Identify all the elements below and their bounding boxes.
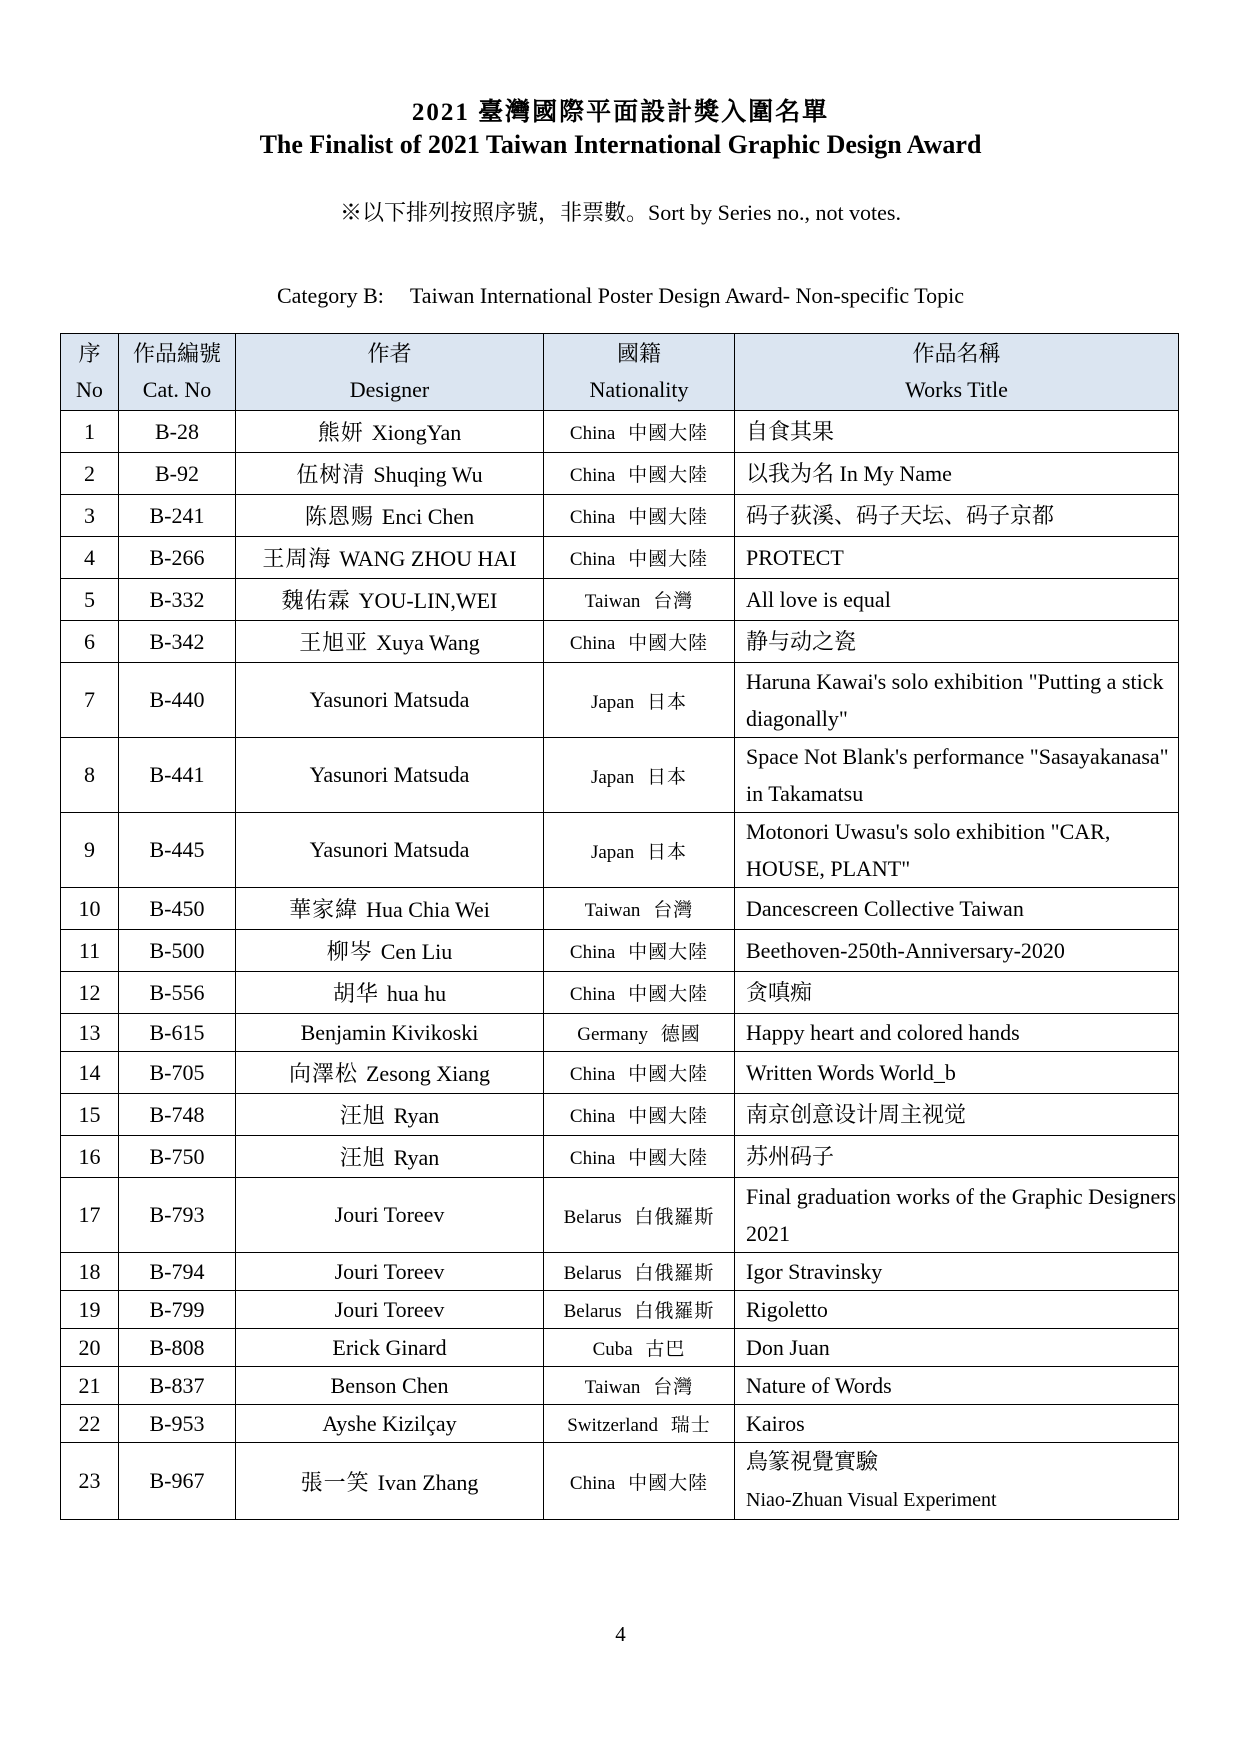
nationality-zh: 中國大陸 (628, 633, 709, 654)
designer-name-en: Ivan Zhang (377, 1469, 479, 1495)
column-header-works-title: 作品名稱 Works Title (735, 334, 1179, 411)
cell-designer (236, 888, 544, 930)
table-row (61, 1291, 1179, 1329)
works-title-text: Haruna Kawai's solo exhibition "Putting a stick diagonally" (746, 669, 1164, 731)
cell-nationality (544, 972, 735, 1014)
cell-designer (236, 621, 544, 663)
cell-designer (236, 1291, 544, 1329)
cell-designer (236, 1052, 544, 1094)
nationality-zh: 古巴 (645, 1339, 686, 1360)
cell-works-title (735, 1291, 1179, 1329)
works-title-text: 静与动之瓷 (746, 629, 857, 654)
cell-nationality (544, 888, 735, 930)
cell-nationality (544, 1014, 735, 1052)
table-row (61, 1329, 1179, 1367)
works-title-text: Nature of Words (746, 1373, 892, 1398)
cell-designer (236, 1094, 544, 1136)
nationality-en: China (569, 423, 616, 444)
nationality-en: Belarus (563, 1301, 622, 1322)
nationality-en: China (569, 1148, 616, 1169)
nationality-en: China (569, 1064, 616, 1085)
cell-works-title (735, 888, 1179, 930)
cell-cat-no: B-342 (119, 621, 236, 663)
cell-nationality (544, 1136, 735, 1178)
cell-nationality (544, 1405, 735, 1443)
cell-cat-no: B-953 (119, 1405, 236, 1443)
table-row (61, 1178, 1179, 1253)
finalist-table (60, 333, 1179, 1520)
designer-name-en: Ayshe Kizilçay (322, 1410, 457, 1436)
nationality-zh: 日本 (647, 766, 688, 788)
works-title-text: Happy heart and colored hands (746, 1020, 1020, 1045)
cell-nationality (544, 495, 735, 537)
cell-works-title (735, 738, 1179, 813)
table-row (61, 1136, 1179, 1178)
cell-works-title (735, 663, 1179, 738)
cell-no: 3 (61, 495, 119, 537)
cell-no: 21 (61, 1367, 119, 1405)
table-row (61, 930, 1179, 972)
nationality-en: China (569, 1106, 616, 1127)
cell-cat-no: B-793 (119, 1178, 236, 1253)
column-header-no: 序 No (61, 334, 119, 411)
designer-name-en: Shuqing Wu (373, 462, 483, 487)
table-row (61, 738, 1179, 813)
cell-no: 6 (61, 621, 119, 663)
nationality-zh: 台灣 (653, 591, 694, 612)
cell-no: 16 (61, 1136, 119, 1178)
cell-nationality (544, 411, 735, 453)
nationality-en: China (569, 507, 616, 528)
cell-designer (236, 972, 544, 1014)
cell-no: 12 (61, 972, 119, 1014)
cell-no: 2 (61, 453, 119, 495)
nationality-zh: 中國大陸 (628, 423, 709, 444)
cell-nationality (544, 738, 735, 813)
cell-no: 22 (61, 1405, 119, 1443)
nationality-zh: 台灣 (653, 900, 694, 921)
table-row (61, 888, 1179, 930)
table-row (61, 579, 1179, 621)
cell-designer (236, 411, 544, 453)
cell-nationality (544, 1253, 735, 1291)
cell-designer (236, 1367, 544, 1405)
cell-works-title (735, 1052, 1179, 1094)
cell-no: 17 (61, 1178, 119, 1253)
cell-nationality (544, 813, 735, 888)
designer-name-zh: 華家緯 (289, 897, 359, 922)
cell-cat-no: B-748 (119, 1094, 236, 1136)
nationality-en: Japan (590, 766, 635, 788)
works-title-text: Space Not Blank's performance "Sasayakanasa" in Takamatsu (746, 744, 1169, 806)
cell-works-title (735, 813, 1179, 888)
nationality-en: Japan (590, 691, 635, 713)
cell-no: 13 (61, 1014, 119, 1052)
cell-cat-no: B-332 (119, 579, 236, 621)
category-name: Taiwan International Poster Design Award- Non-specific Topic (409, 283, 965, 308)
cell-designer (236, 738, 544, 813)
cell-works-title (735, 1136, 1179, 1178)
table-row (61, 1443, 1179, 1520)
designer-name-zh: 胡华 (332, 981, 379, 1006)
cell-works-title (735, 1443, 1179, 1520)
cell-designer (236, 1443, 544, 1520)
cell-nationality (544, 537, 735, 579)
nationality-zh: 日本 (647, 691, 688, 713)
works-title-text: Motonori Uwasu's solo exhibition "CAR, HOUSE, PLANT" (746, 819, 1111, 881)
nationality-zh: 瑞士 (670, 1415, 711, 1436)
table-row (61, 411, 1179, 453)
cell-cat-no: B-967 (119, 1443, 236, 1520)
nationality-en: China (569, 942, 616, 963)
cell-cat-no: B-808 (119, 1329, 236, 1367)
cell-no: 11 (61, 930, 119, 972)
cell-no: 5 (61, 579, 119, 621)
nationality-zh: 中國大陸 (628, 1106, 709, 1127)
designer-name-en: Erick Ginard (332, 1334, 447, 1360)
cell-works-title (735, 495, 1179, 537)
designer-name-zh: 熊妍 (317, 420, 364, 445)
cell-no: 18 (61, 1253, 119, 1291)
nationality-zh: 白俄羅斯 (634, 1263, 715, 1284)
nationality-en: Taiwan (584, 1377, 641, 1398)
nationality-zh: 中國大陸 (628, 549, 709, 570)
sort-note: ※以下排列按照序號，非票數。Sort by Series no., not votes. (340, 200, 901, 225)
cell-nationality (544, 1052, 735, 1094)
cell-works-title (735, 1253, 1179, 1291)
table-row (61, 453, 1179, 495)
cell-cat-no: B-92 (119, 453, 236, 495)
cell-designer (236, 537, 544, 579)
cell-no: 4 (61, 537, 119, 579)
nationality-zh: 日本 (647, 841, 688, 863)
designer-name-en: XiongYan (371, 420, 462, 445)
cell-works-title (735, 1014, 1179, 1052)
cell-designer (236, 495, 544, 537)
nationality-zh: 中國大陸 (628, 465, 709, 486)
designer-name-en: Yasunori Matsuda (309, 837, 470, 862)
cell-designer (236, 1014, 544, 1052)
cell-nationality (544, 1291, 735, 1329)
works-title-text: Written Words World_b (746, 1060, 956, 1085)
works-title-text: Rigoletto (746, 1297, 828, 1322)
cell-works-title (735, 1405, 1179, 1443)
table-row (61, 1014, 1179, 1052)
nationality-en: Japan (590, 841, 635, 863)
nationality-en: China (569, 465, 616, 486)
works-title-text: All love is equal (746, 587, 891, 612)
cell-no: 14 (61, 1052, 119, 1094)
nationality-zh: 中國大陸 (628, 942, 709, 963)
cell-designer (236, 1253, 544, 1291)
cell-works-title (735, 1367, 1179, 1405)
designer-name-en: Jouri Toreev (334, 1202, 445, 1227)
cell-cat-no: B-266 (119, 537, 236, 579)
designer-name-zh: 魏佑霖 (281, 588, 351, 613)
works-title-text: 苏州码子 (746, 1144, 835, 1169)
cell-cat-no: B-750 (119, 1136, 236, 1178)
designer-name-en: Hua Chia Wei (366, 897, 490, 922)
designer-name-en: Jouri Toreev (334, 1296, 445, 1322)
cell-designer (236, 1136, 544, 1178)
designer-name-en: Zesong Xiang (365, 1061, 491, 1086)
cell-works-title (735, 1178, 1179, 1253)
category-heading (0, 283, 1241, 309)
designer-name-en: Ryan (393, 1145, 440, 1170)
works-title-text: 码子荻溪、码子天坛、码子京都 (746, 503, 1055, 528)
designer-name-zh: 汪旭 (339, 1145, 386, 1170)
nationality-zh: 中國大陸 (628, 1064, 709, 1085)
cell-designer (236, 453, 544, 495)
table-row (61, 1405, 1179, 1443)
nationality-zh: 中國大陸 (628, 1148, 709, 1169)
cell-no: 15 (61, 1094, 119, 1136)
works-title-text: 自食其果 (746, 419, 835, 444)
designer-name-en: YOU-LIN,WEI (358, 588, 498, 613)
table-body (61, 411, 1179, 1520)
designer-name-en: Cen Liu (380, 939, 453, 964)
works-title-text: 以我为名 In My Name (746, 461, 952, 486)
designer-name-en: WANG ZHOU HAI (339, 546, 517, 571)
cell-works-title (735, 972, 1179, 1014)
cell-nationality (544, 579, 735, 621)
nationality-zh: 白俄羅斯 (634, 1301, 715, 1322)
nationality-zh: 德國 (660, 1024, 701, 1045)
cell-designer (236, 1178, 544, 1253)
works-title-text: Igor Stravinsky (746, 1259, 883, 1284)
cell-works-title (735, 1329, 1179, 1367)
table-row (61, 1253, 1179, 1291)
works-title-text: 南京创意设计周主视觉 (746, 1102, 967, 1127)
cell-works-title (735, 453, 1179, 495)
page-title-chinese: 2021 臺灣國際平面設計獎入圍名單 (411, 99, 830, 126)
table-row (61, 495, 1179, 537)
column-header-nationality: 國籍 Nationality (544, 334, 735, 411)
cell-nationality (544, 1329, 735, 1367)
cell-nationality (544, 1178, 735, 1253)
cell-cat-no: B-556 (119, 972, 236, 1014)
category-label: Category B: (276, 283, 384, 308)
cell-cat-no: B-441 (119, 738, 236, 813)
column-header-designer: 作者 Designer (236, 334, 544, 411)
cell-cat-no: B-445 (119, 813, 236, 888)
table-row (61, 813, 1179, 888)
cell-no: 1 (61, 411, 119, 453)
designer-name-zh: 柳岑 (326, 939, 373, 964)
cell-no: 23 (61, 1443, 119, 1520)
nationality-zh: 白俄羅斯 (634, 1206, 715, 1228)
designer-name-en: Ryan (393, 1103, 440, 1128)
cell-cat-no: B-799 (119, 1291, 236, 1329)
designer-name-en: hua hu (386, 981, 447, 1006)
cell-no: 19 (61, 1291, 119, 1329)
cell-cat-no: B-28 (119, 411, 236, 453)
cell-no: 20 (61, 1329, 119, 1367)
cell-designer (236, 663, 544, 738)
cell-no: 8 (61, 738, 119, 813)
cell-cat-no: B-450 (119, 888, 236, 930)
nationality-zh: 中國大陸 (628, 1472, 709, 1494)
cell-no: 7 (61, 663, 119, 738)
works-title-text: Kairos (746, 1411, 805, 1436)
cell-designer (236, 813, 544, 888)
cell-cat-no: B-440 (119, 663, 236, 738)
works-title-text: Beethoven-250th-Anniversary-2020 (746, 938, 1065, 963)
nationality-en: China (569, 633, 616, 654)
cell-no: 10 (61, 888, 119, 930)
cell-no: 9 (61, 813, 119, 888)
designer-name-zh: 王旭亚 (299, 630, 369, 655)
designer-name-en: Benson Chen (330, 1372, 449, 1398)
nationality-en: Taiwan (584, 900, 641, 921)
works-title-text: Don Juan (746, 1335, 830, 1360)
works-title-text: 贪嗔痴 (746, 980, 813, 1005)
designer-name-en: Benjamin Kivikoski (300, 1019, 479, 1045)
works-title-text: 鳥篆視覺實驗 (746, 1449, 879, 1474)
works-title-text: Final graduation works of the Graphic Designers 2021 (746, 1184, 1177, 1246)
cell-nationality (544, 1367, 735, 1405)
cell-nationality (544, 1443, 735, 1520)
nationality-zh: 台灣 (653, 1377, 694, 1398)
table-row (61, 1052, 1179, 1094)
works-title-text: PROTECT (746, 545, 844, 570)
cell-nationality (544, 621, 735, 663)
designer-name-en: Xuya Wang (376, 630, 480, 655)
nationality-en: China (569, 549, 616, 570)
nationality-zh: 中國大陸 (628, 984, 709, 1005)
designer-name-zh: 王周海 (262, 546, 332, 571)
table-header-row (61, 334, 1179, 411)
cell-designer (236, 1405, 544, 1443)
designer-name-zh: 汪旭 (339, 1103, 386, 1128)
nationality-en: Cuba (592, 1339, 633, 1360)
cell-nationality (544, 1094, 735, 1136)
nationality-en: China (569, 984, 616, 1005)
page-title-english: The Finalist of 2021 Taiwan International Graphic Design Award (259, 130, 982, 159)
cell-cat-no: B-615 (119, 1014, 236, 1052)
cell-cat-no: B-837 (119, 1367, 236, 1405)
designer-name-en: Yasunori Matsuda (309, 762, 470, 787)
cell-works-title (735, 1094, 1179, 1136)
nationality-en: Belarus (563, 1263, 622, 1284)
table-row (61, 537, 1179, 579)
designer-name-en: Enci Chen (381, 504, 475, 529)
table-row (61, 1367, 1179, 1405)
cell-designer (236, 930, 544, 972)
table-row (61, 621, 1179, 663)
column-header-cat-no: 作品編號 Cat. No (119, 334, 236, 411)
designer-name-zh: 伍树清 (296, 462, 366, 487)
cell-works-title (735, 579, 1179, 621)
cell-cat-no: B-500 (119, 930, 236, 972)
cell-cat-no: B-794 (119, 1253, 236, 1291)
works-title-subtitle: Niao-Zhuan Visual Experiment (746, 1489, 997, 1511)
cell-works-title (735, 930, 1179, 972)
designer-name-zh: 張一笑 (300, 1469, 370, 1495)
nationality-en: Belarus (563, 1206, 622, 1228)
table-row (61, 663, 1179, 738)
cell-nationality (544, 930, 735, 972)
designer-name-en: Yasunori Matsuda (309, 687, 470, 712)
nationality-zh: 中國大陸 (628, 507, 709, 528)
cell-nationality (544, 663, 735, 738)
table-row (61, 972, 1179, 1014)
cell-designer (236, 1329, 544, 1367)
cell-nationality (544, 453, 735, 495)
table-row (61, 1094, 1179, 1136)
nationality-en: China (569, 1472, 616, 1494)
nationality-en: Germany (577, 1024, 648, 1045)
page-number: 4 (615, 1622, 626, 1646)
cell-designer (236, 579, 544, 621)
nationality-en: Taiwan (584, 591, 641, 612)
designer-name-en: Jouri Toreev (334, 1258, 445, 1284)
cell-works-title (735, 411, 1179, 453)
works-title-text: Dancescreen Collective Taiwan (746, 896, 1024, 921)
cell-cat-no: B-705 (119, 1052, 236, 1094)
designer-name-zh: 陈恩赐 (304, 504, 374, 529)
designer-name-zh: 向澤松 (288, 1061, 358, 1086)
nationality-en: Switzerland (567, 1415, 658, 1436)
cell-cat-no: B-241 (119, 495, 236, 537)
cell-works-title (735, 621, 1179, 663)
cell-works-title (735, 537, 1179, 579)
